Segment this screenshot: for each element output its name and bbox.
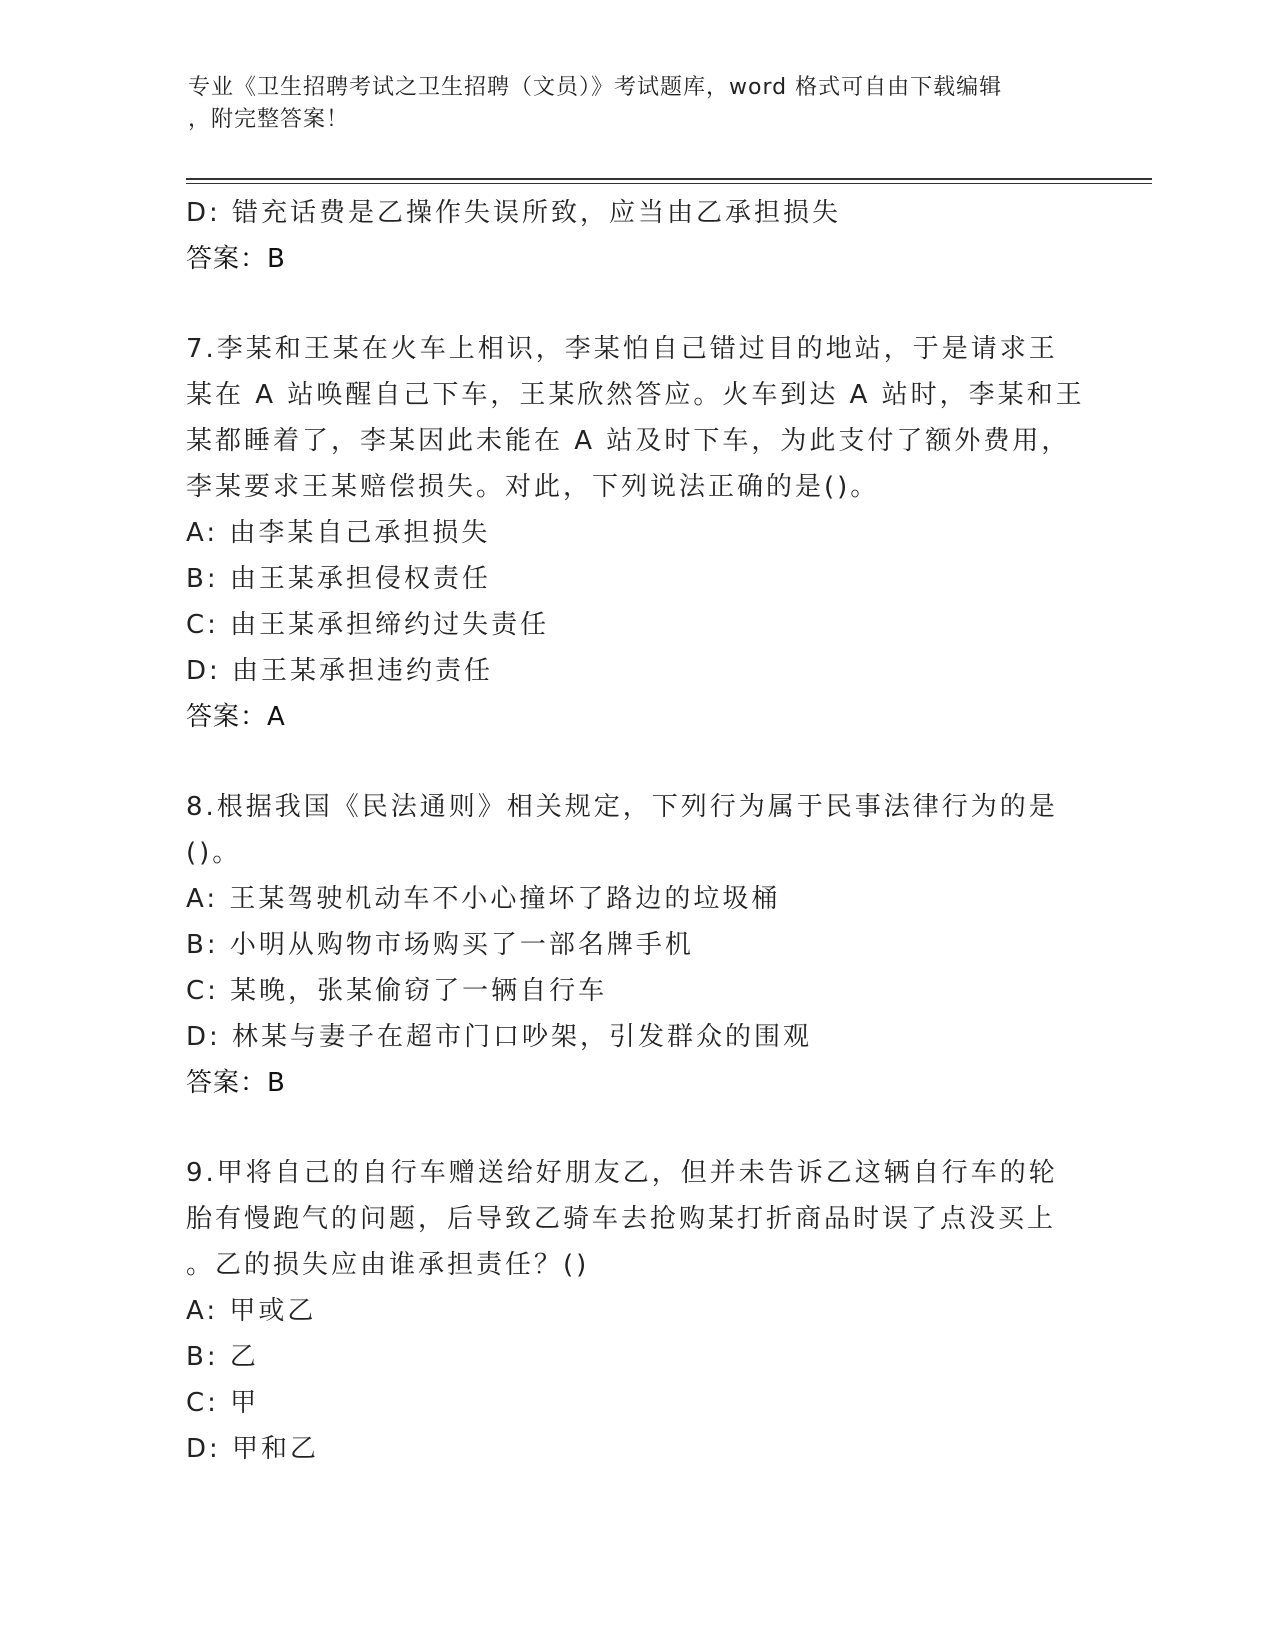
question-text-line: 胎有慢跑气的问题，后导致乙骑车去抢购某打折商品时误了点没买上 bbox=[186, 1204, 1057, 1234]
question-9 bbox=[186, 1150, 1086, 1472]
question-text-line: 。乙的损失应由谁承担责任？() bbox=[186, 1250, 590, 1280]
previous-question-tail bbox=[186, 190, 1086, 282]
spacer bbox=[186, 1106, 1086, 1150]
option-a: A: 由李某自己承担损失 bbox=[186, 518, 491, 548]
document-header bbox=[188, 72, 1068, 136]
question-text-line: 7.李某和王某在火车上相识，李某怕自己错过目的地站，于是请求王 bbox=[186, 334, 1058, 364]
question-text-line: 某在 A 站唤醒自己下车，王某欣然答应。火车到达 A 站时，李某和王 bbox=[186, 380, 1085, 410]
question-text-line: 李某要求王某赔偿损失。对此，下列说法正确的是()。 bbox=[186, 472, 880, 502]
option-b: B: 由王某承担侵权责任 bbox=[186, 564, 491, 594]
option-b: B: 小明从购物市场购买了一部名牌手机 bbox=[186, 930, 694, 960]
option-c: C: 甲 bbox=[186, 1388, 260, 1418]
header-line-2: ，附完整答案！ bbox=[188, 107, 350, 132]
question-text-line: 8.根据我国《民法通则》相关规定，下列行为属于民事法律行为的是 bbox=[186, 792, 1058, 822]
answer-line: 答案：B bbox=[186, 244, 286, 274]
option-c: C: 由王某承担缔约过失责任 bbox=[186, 610, 550, 640]
question-7 bbox=[186, 326, 1086, 740]
question-text-line: 9.甲将自己的自行车赠送给好朋友乙，但并未告诉乙这辆自行车的轮 bbox=[186, 1158, 1058, 1188]
option-d: D: 由王某承担违约责任 bbox=[186, 656, 494, 686]
option-d: D: 林某与妻子在超市门口吵架，引发群众的围观 bbox=[186, 1022, 813, 1052]
header-divider-thick bbox=[186, 178, 1152, 180]
option-d: D: 甲和乙 bbox=[186, 1434, 320, 1464]
document-body bbox=[186, 190, 1086, 1472]
option-a: A: 王某驾驶机动车不小心撞坏了路边的垃圾桶 bbox=[186, 884, 781, 914]
option-b: B: 乙 bbox=[186, 1342, 259, 1372]
spacer bbox=[186, 282, 1086, 326]
question-text-line: ()。 bbox=[186, 838, 242, 868]
spacer bbox=[186, 740, 1086, 784]
answer-line: 答案：A bbox=[186, 702, 286, 732]
question-text-line: 某都睡着了，李某因此未能在 A 站及时下车，为此支付了额外费用， bbox=[186, 426, 1071, 456]
question-8 bbox=[186, 784, 1086, 1106]
header-line-1: 专业《卫生招聘考试之卫生招聘（文员）》考试题库，word 格式可自由下载编辑 bbox=[188, 75, 1003, 100]
header-divider-thin bbox=[186, 183, 1152, 184]
option-d: D: 错充话费是乙操作失误所致，应当由乙承担损失 bbox=[186, 198, 842, 228]
answer-line: 答案：B bbox=[186, 1068, 286, 1098]
option-c: C: 某晚，张某偷窃了一辆自行车 bbox=[186, 976, 608, 1006]
option-a: A: 甲或乙 bbox=[186, 1296, 317, 1326]
